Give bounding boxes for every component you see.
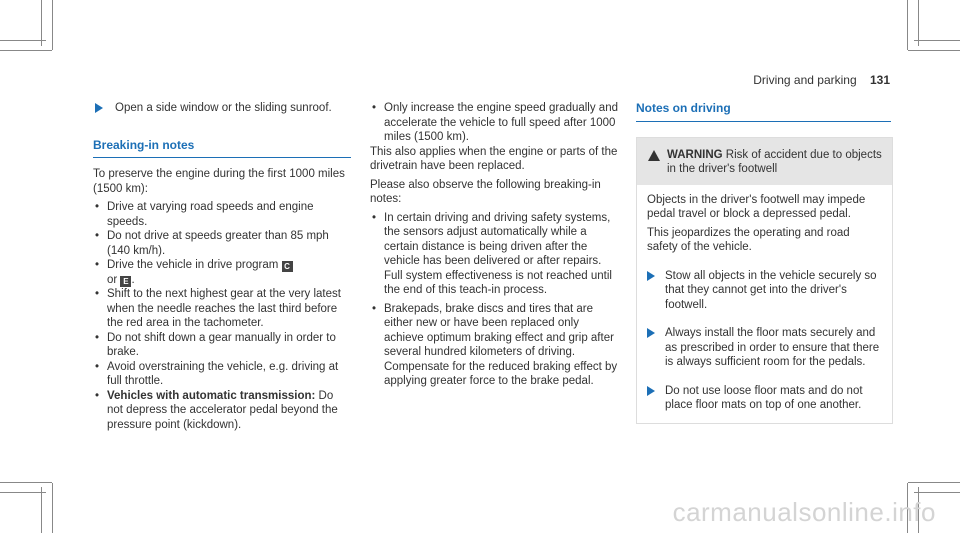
- list-item: • In certain driving and driving safety systems, the sensors adjust automatically while a certain distance is being driven after the vehicle has been delivered or after repairs. Full system effectiveness is not reached until the end of this teach-in process.: [370, 211, 620, 298]
- list-item: • Do not drive at speeds greater than 85 mph (140 km/h).: [93, 229, 351, 258]
- warning-header: [637, 138, 892, 185]
- watermark: carmanualsonline.info: [672, 497, 936, 527]
- column-left: [93, 101, 351, 432]
- crop-mark: [52, 483, 53, 533]
- page-number: 131: [869, 73, 890, 87]
- arrow-icon: [95, 103, 103, 113]
- crop-mark: [0, 482, 52, 483]
- list-item: • Drive the vehicle in drive program C or E .: [93, 258, 351, 287]
- list-item: • Vehicles with automatic transmission: Do not depress the accelerator pedal beyond the pressure point (kickdown).: [93, 389, 351, 433]
- section-title: Driving and parking: [753, 73, 857, 87]
- crop-mark: [907, 0, 908, 50]
- crop-mark: [914, 492, 960, 493]
- paragraph: Objects in the driver's footwell may impede pedal travel or block a depressed pedal.: [647, 193, 866, 220]
- arrow-icon: [647, 328, 655, 338]
- section-heading: Notes on driving: [636, 101, 891, 122]
- crop-mark: [41, 487, 42, 533]
- crop-mark: [908, 482, 960, 483]
- intro-text: To preserve the engine during the first 1000 miles (1500 km):: [93, 168, 345, 195]
- list-item: • Brakepads, brake discs and tires that are either new or have been replaced only achieve optimum braking effect and grip after several hundred kilometers of driving. Compensate for the reduced braking effect by applying greater force to the brake pedal.: [370, 302, 620, 389]
- arrow-icon: [647, 386, 655, 396]
- instruction-step: Do not use loose floor mats and do not place floor mats on top of one another.: [637, 384, 882, 413]
- instruction-step: Stow all objects in the vehicle securely so that they cannot get into the driver's footwell.: [637, 269, 882, 313]
- list-item: • Do not shift down a gear manually in order to brake.: [93, 331, 351, 360]
- crop-mark: [914, 40, 960, 41]
- bullet-list: [370, 101, 620, 145]
- warning-label: WARNING: [667, 148, 723, 161]
- warning-body: [637, 185, 892, 423]
- column-middle: [370, 101, 620, 389]
- drive-program-e-icon: E: [120, 276, 131, 287]
- section-heading: Breaking-in notes: [93, 138, 351, 159]
- arrow-icon: [647, 271, 655, 281]
- list-item: • Only increase the engine speed gradually and accelerate the vehicle to full speed after 1000 miles (1500 km).: [370, 101, 620, 145]
- list-item: • Shift to the next highest gear at the very latest when the needle reaches the last third before the red area in the tachometer.: [93, 287, 351, 331]
- column-right: [636, 101, 891, 424]
- instruction-step: Open a side window or the sliding sunroof.: [93, 101, 351, 116]
- crop-mark: [0, 50, 52, 51]
- page-header: [753, 73, 890, 87]
- warning-box: [636, 137, 893, 424]
- crop-mark: [908, 50, 960, 51]
- warning-triangle-icon: [648, 150, 660, 161]
- crop-mark: [0, 492, 46, 493]
- bullet-list: [370, 211, 620, 389]
- paragraph: This also applies when the engine or parts of the drivetrain have been replaced.: [370, 145, 618, 172]
- list-item: • Drive at varying road speeds and engine speeds.: [93, 200, 351, 229]
- warning-title: Risk of accident due to objects in the driver's footwell: [667, 148, 882, 175]
- crop-mark: [0, 40, 46, 41]
- crop-mark: [52, 0, 53, 50]
- instruction-step: Always install the floor mats securely and as prescribed in order to ensure that there is always sufficient room for the pedals.: [637, 326, 882, 370]
- paragraph: This jeopardizes the operating and road safety of the vehicle.: [647, 226, 850, 253]
- bullet-list: [93, 200, 351, 432]
- paragraph: Please also observe the following breaking-in notes:: [370, 178, 601, 205]
- drive-program-c-icon: C: [282, 261, 293, 272]
- list-item: • Avoid overstraining the vehicle, e.g. driving at full throttle.: [93, 360, 351, 389]
